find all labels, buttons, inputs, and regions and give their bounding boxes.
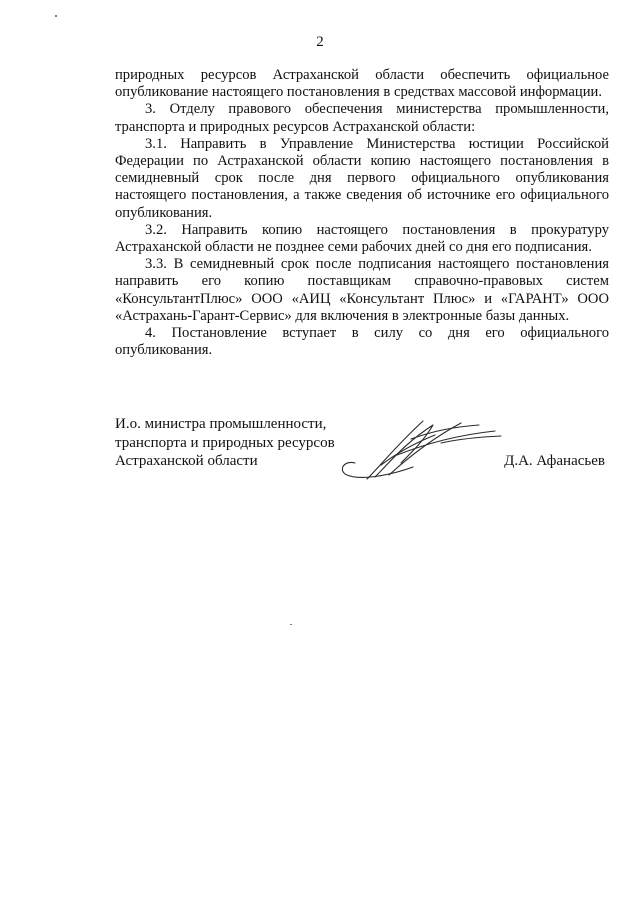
scan-speck — [55, 15, 57, 17]
handwritten-signature — [333, 405, 511, 487]
paragraph-item-3-2: 3.2. Направить копию настоящего постановления в прокуратуру Астраханской области не позднее семи рабочих дней со дня его подписания. — [115, 221, 609, 256]
paragraph-item-3-1: 3.1. Направить в Управление Министерства юстиции Российской Федерации по Астраханской области копию настоящего постановления в семидневный срок после дня первого официального опубликования настоящего постановления, а также сведения об источнике его официального опубликования. — [115, 135, 609, 221]
signatory-title-line: транспорта и природных ресурсов — [115, 434, 335, 451]
signatory-title-line: Астраханской области — [115, 453, 258, 469]
paragraph-item-3-3: 3.3. В семидневный срок после подписания настоящего постановления направить его копию поставщикам справочно-правовых систем «КонсультантПлюс» ООО «АИЦ «Консультант Плюс» и «ГАРАНТ» ООО «Астрахань-Гарант-Сервис» для включения в электронные базы данных. — [115, 256, 609, 324]
signatory-title-line: И.о. министра промышленности, — [115, 416, 327, 432]
paragraph-continuation: природных ресурсов Астраханской области обеспечить официальное опубликование настоящего постановления в средствах массовой информации. — [115, 67, 609, 101]
signatory-title — [115, 415, 335, 471]
paragraph-item-3: 3. Отделу правового обеспечения министерства промышленности, транспорта и природных ресурсов Астраханской области: — [115, 101, 609, 135]
scan-speck — [290, 624, 292, 625]
page-number: 2 — [316, 34, 324, 50]
document-body — [115, 67, 609, 359]
paragraph-item-4: 4. Постановление вступает в силу со дня его официального опубликования. — [115, 325, 609, 359]
signer-name: Д.А. Афанасьев — [504, 453, 605, 469]
